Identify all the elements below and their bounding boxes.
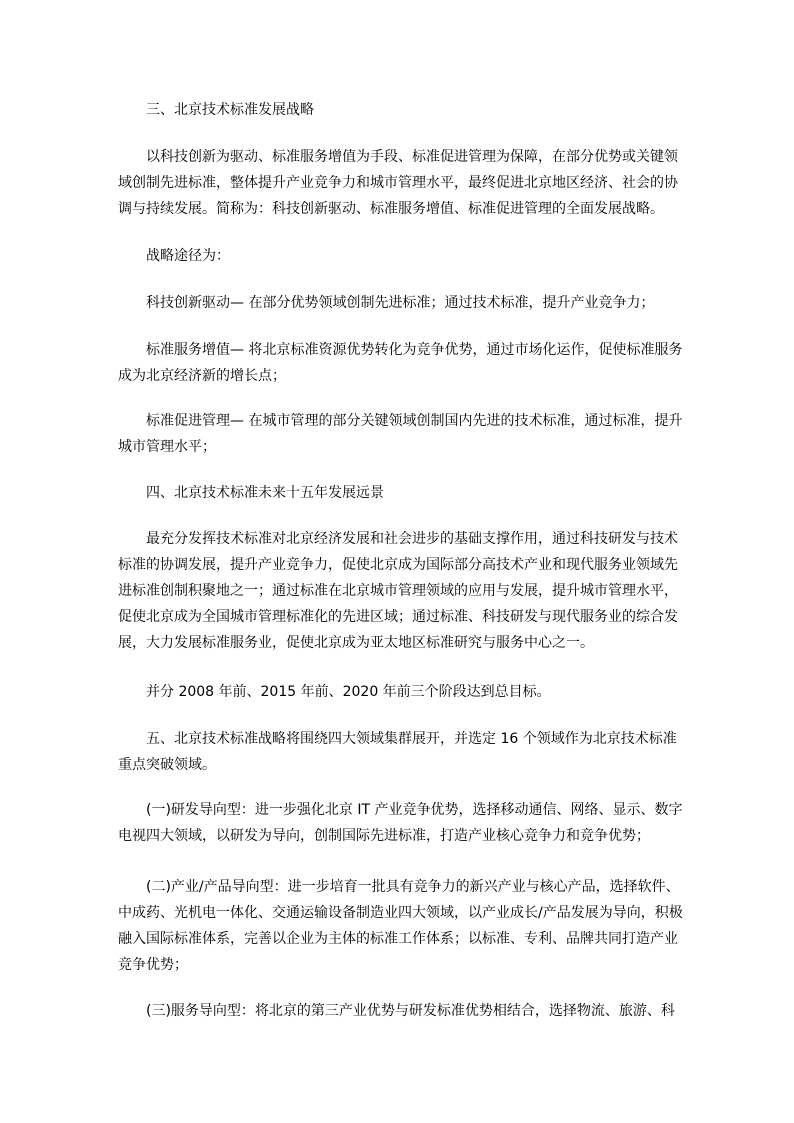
- text-line: 成为北京经济新的增长点；: [118, 368, 286, 384]
- text-line: 标准的协调发展，提升产业竞争力，促使北京成为国际部分高技术产业和现代服务业领域先: [118, 557, 678, 573]
- text-line: 四、北京技术标准未来十五年发展远景: [146, 485, 384, 501]
- text-line: 战略途径为：: [146, 248, 230, 264]
- standard-management-item: [118, 408, 684, 460]
- text-line: 竞争优势；: [118, 957, 188, 973]
- rd-oriented-item: [118, 797, 684, 849]
- text-line: 并分 2008 年前、2015 年前、2020 年前三个阶段达到总目标。: [146, 684, 551, 700]
- section-heading-4: [118, 480, 684, 506]
- text-line: (一)研发导向型：进一步强化北京 IT 产业竞争优势，选择移动通信、网络、显示、数字: [146, 802, 683, 818]
- vision-paragraph: [118, 526, 684, 656]
- text-line: 域创制先进标准，整体提升产业竞争力和城市管理水平，最终促进北京地区经济、社会的协: [118, 175, 678, 191]
- text-line: 电视四大领域，以研发为导向，创制国际先进标准，打造产业核心竞争力和竞争优势；: [118, 828, 650, 844]
- text-line: 促使北京成为全国城市管理标准化的先进区域；通过标准、科技研发与现代服务业的综合发: [118, 609, 678, 625]
- stage-goals-paragraph: [118, 679, 684, 705]
- text-line: 三、北京技术标准发展战略: [146, 102, 314, 118]
- strategy-path-intro: [118, 243, 684, 269]
- text-line: 调与持续发展。简称为：科技创新驱动、标准服务增值、标准促进管理的全面发展战略。: [118, 201, 664, 217]
- text-line: 中成药、光机电一体化、交通运输设备制造业四大领域，以产业成长/产品发展为导向，积极: [118, 905, 683, 921]
- tech-innovation-item: [118, 290, 684, 316]
- text-line: (三)服务导向型：将北京的第三产业优势与研发标准优势相结合，选择物流、旅游、科: [146, 1003, 675, 1019]
- text-line: 城市管理水平；: [118, 439, 216, 455]
- text-line: 融入国际标准体系，完善以企业为主体的标准工作体系；以标准、专利、品牌共同打造产业: [118, 931, 678, 947]
- text-line: (二)产业/产品导向型：进一步培育一批具有竞争力的新兴产业与核心产品，选择软件、: [146, 879, 680, 895]
- text-line: 五、北京技术标准战略将围绕四大领域集群展开，并选定 16 个领域作为北京技术标准: [146, 731, 677, 747]
- text-line: 展，大力发展标准服务业，促使北京成为亚太地区标准研究与服务中心之一。: [118, 635, 594, 651]
- text-line: 进标准创制积聚地之一；通过标准在北京城市管理领域的应用与发展，提升城市管理水平，: [118, 583, 678, 599]
- industry-product-oriented-item: [118, 874, 684, 978]
- text-line: 最充分发挥技术标准对北京经济发展和社会进步的基础支撑作用，通过科技研发与技术: [146, 531, 678, 547]
- standard-service-item: [118, 337, 684, 389]
- text-line: 标准促进管理— 在城市管理的部分关键领域创制国内先进的技术标准，通过标准，提升: [146, 413, 683, 429]
- text-line: 科技创新驱动— 在部分优势领域创制先进标准；通过技术标准，提升产业竞争力；: [146, 295, 655, 311]
- section-heading-5: [118, 726, 684, 778]
- text-line: 标准服务增值— 将北京标准资源优势转化为竞争优势，通过市场化运作，促使标准服务: [146, 342, 683, 358]
- section-heading-3: [118, 97, 684, 123]
- service-oriented-item: [118, 998, 684, 1024]
- strategy-paragraph: [118, 144, 684, 222]
- text-line: 重点突破领域。: [118, 757, 216, 773]
- text-line: 以科技创新为驱动、标准服务增值为手段、标准促进管理为保障，在部分优势或关键领: [146, 149, 678, 165]
